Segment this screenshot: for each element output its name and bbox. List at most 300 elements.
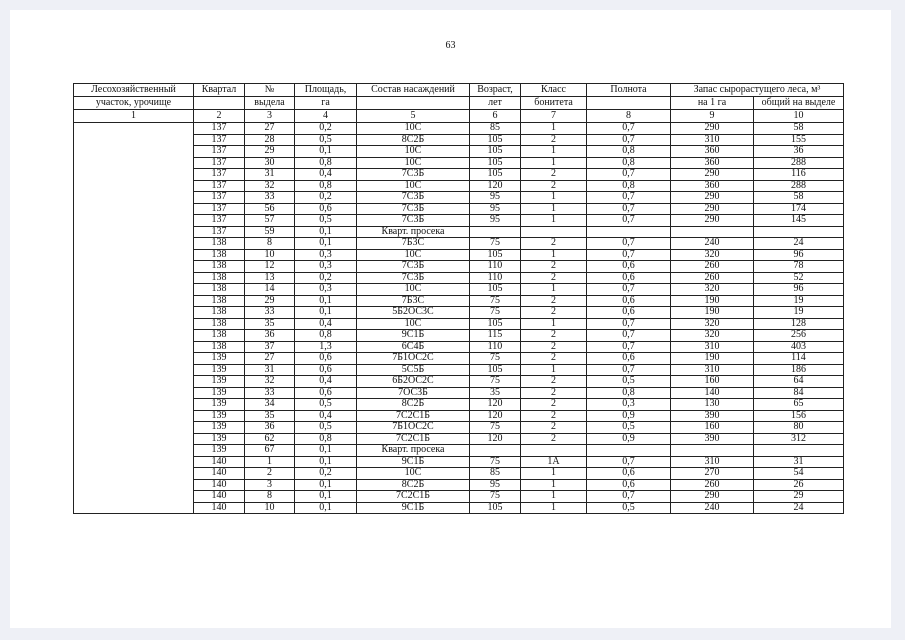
cell-forestry-section	[74, 146, 194, 158]
cell-quarter: 137	[194, 157, 245, 169]
cell-quarter: 138	[194, 295, 245, 307]
cell-area: 0,6	[295, 203, 357, 215]
cell-site-class: 1	[521, 468, 587, 480]
cell-age: 95	[470, 215, 521, 227]
cell-composition: 7С3Б	[357, 272, 470, 284]
cell-site-class: 2	[521, 399, 587, 411]
cell-density: 0,7	[587, 456, 671, 468]
cell-composition: 10С	[357, 123, 470, 135]
table-row	[74, 364, 844, 376]
cell-quarter: 139	[194, 387, 245, 399]
cell-density: 0,7	[587, 238, 671, 250]
cell-stock-per-ha: 390	[671, 433, 754, 445]
cell-site-class: 2	[521, 180, 587, 192]
table-row	[74, 157, 844, 169]
cell-density: 0,7	[587, 330, 671, 342]
cell-stock-per-ha: 290	[671, 123, 754, 135]
cell-composition: 10С	[357, 146, 470, 158]
cell-age: 85	[470, 123, 521, 135]
cell-area: 0,8	[295, 433, 357, 445]
table-row	[74, 376, 844, 388]
table-row	[74, 261, 844, 273]
cell-plot-number: 10	[245, 502, 295, 514]
cell-quarter: 140	[194, 502, 245, 514]
cell-site-class: 2	[521, 387, 587, 399]
cell-plot-number: 30	[245, 157, 295, 169]
cell-quarter: 140	[194, 468, 245, 480]
cell-stock-per-ha: 190	[671, 295, 754, 307]
cell-stock-per-ha: 310	[671, 456, 754, 468]
cell-area: 0,1	[295, 238, 357, 250]
cell-composition: 7С2С1Б	[357, 433, 470, 445]
cell-age: 120	[470, 180, 521, 192]
cell-stock-per-ha: 130	[671, 399, 754, 411]
cell-quarter: 139	[194, 353, 245, 365]
header-forestry-section-sub: участок, урочище	[74, 97, 194, 110]
cell-site-class: 2	[521, 238, 587, 250]
table-row	[74, 422, 844, 434]
cell-area: 0,4	[295, 410, 357, 422]
column-number: 2	[194, 110, 245, 123]
cell-stock-per-ha: 310	[671, 341, 754, 353]
cell-quarter: 137	[194, 146, 245, 158]
cell-site-class: 1	[521, 146, 587, 158]
cell-site-class: 2	[521, 433, 587, 445]
header-age: Возраст,	[470, 84, 521, 97]
cell-plot-number: 14	[245, 284, 295, 296]
cell-site-class: 1	[521, 157, 587, 169]
cell-density: 0,8	[587, 180, 671, 192]
cell-stock-total: 96	[754, 284, 844, 296]
cell-plot-number: 67	[245, 445, 295, 457]
cell-stock-total: 288	[754, 157, 844, 169]
header-density: Полнота	[587, 84, 671, 97]
cell-stock-total: 52	[754, 272, 844, 284]
table-row	[74, 123, 844, 135]
column-number: 3	[245, 110, 295, 123]
cell-area: 0,6	[295, 387, 357, 399]
cell-area: 0,8	[295, 330, 357, 342]
cell-forestry-section	[74, 134, 194, 146]
cell-density: 0,7	[587, 192, 671, 204]
cell-site-class: 1	[521, 364, 587, 376]
cell-stock-total: 58	[754, 192, 844, 204]
cell-forestry-section	[74, 180, 194, 192]
cell-composition: 7Б3С	[357, 238, 470, 250]
cell-stock-total: 114	[754, 353, 844, 365]
cell-plot-number: 56	[245, 203, 295, 215]
cell-plot-number: 29	[245, 146, 295, 158]
cell-area: 0,2	[295, 123, 357, 135]
cell-density: 0,7	[587, 491, 671, 503]
cell-forestry-section	[74, 295, 194, 307]
cell-stock-per-ha: 360	[671, 157, 754, 169]
cell-stock-total: 156	[754, 410, 844, 422]
cell-site-class: 2	[521, 169, 587, 181]
cell-site-class: 2	[521, 307, 587, 319]
cell-stock-per-ha: 290	[671, 203, 754, 215]
cell-forestry-section	[74, 157, 194, 169]
cell-area: 0,1	[295, 479, 357, 491]
cell-composition: 7С3Б	[357, 215, 470, 227]
header-forestry-section: Лесохозяйственный	[74, 84, 194, 97]
column-number: 1	[74, 110, 194, 123]
cell-quarter: 139	[194, 422, 245, 434]
cell-age: 105	[470, 169, 521, 181]
cell-stock-total: 31	[754, 456, 844, 468]
cell-density: 0,8	[587, 157, 671, 169]
cell-density: 0,6	[587, 261, 671, 273]
cell-quarter: 139	[194, 364, 245, 376]
cell-density: 0,7	[587, 123, 671, 135]
cell-area: 0,1	[295, 307, 357, 319]
cell-density: 0,7	[587, 364, 671, 376]
cell-plot-number: 8	[245, 238, 295, 250]
cell-composition: 7С3Б	[357, 203, 470, 215]
cell-composition: 10С	[357, 157, 470, 169]
table-row	[74, 468, 844, 480]
table-header	[74, 84, 844, 123]
cell-density: 0,3	[587, 399, 671, 411]
cell-composition: 9С1Б	[357, 456, 470, 468]
cell-composition: 9С1Б	[357, 502, 470, 514]
header-area-sub: га	[295, 97, 357, 110]
forest-inventory-table	[73, 83, 844, 514]
cell-plot-number: 33	[245, 192, 295, 204]
header-stock-per-ha: на 1 га	[671, 97, 754, 110]
cell-stock-total: 312	[754, 433, 844, 445]
cell-area: 1,3	[295, 341, 357, 353]
page-number: 63	[445, 40, 456, 51]
table-row	[74, 203, 844, 215]
cell-density: 0,9	[587, 410, 671, 422]
cell-quarter: 140	[194, 479, 245, 491]
header-stock-total: общий на выделе	[754, 97, 844, 110]
cell-plot-number: 62	[245, 433, 295, 445]
cell-area: 0,3	[295, 261, 357, 273]
cell-plot-number: 59	[245, 226, 295, 238]
table-row	[74, 180, 844, 192]
table-row	[74, 502, 844, 514]
cell-quarter: 138	[194, 249, 245, 261]
column-number: 7	[521, 110, 587, 123]
header-age-sub: лет	[470, 97, 521, 110]
table-row	[74, 445, 844, 457]
table-row	[74, 353, 844, 365]
cell-quarter: 139	[194, 410, 245, 422]
cell-forestry-section	[74, 284, 194, 296]
cell-density: 0,6	[587, 353, 671, 365]
cell-quarter: 139	[194, 433, 245, 445]
cell-site-class: 2	[521, 295, 587, 307]
cell-age: 105	[470, 318, 521, 330]
cell-plot-number: 2	[245, 468, 295, 480]
table-row	[74, 491, 844, 503]
cell-age: 105	[470, 134, 521, 146]
cell-site-class: 1	[521, 192, 587, 204]
cell-stock-per-ha: 260	[671, 261, 754, 273]
cell-age: 75	[470, 238, 521, 250]
cell-composition: Кварт. просека	[357, 226, 470, 238]
cell-quarter: 139	[194, 399, 245, 411]
table-row	[74, 146, 844, 158]
header-row-2	[74, 97, 844, 110]
cell-plot-number: 35	[245, 318, 295, 330]
column-number: 10	[754, 110, 844, 123]
cell-age: 75	[470, 353, 521, 365]
cell-stock-total: 24	[754, 502, 844, 514]
cell-age: 35	[470, 387, 521, 399]
cell-stock-per-ha: 290	[671, 169, 754, 181]
header-growing-stock: Запас сырорастущего леса, м³	[671, 84, 844, 97]
cell-composition: 10С	[357, 318, 470, 330]
cell-stock-total: 19	[754, 295, 844, 307]
cell-plot-number: 31	[245, 169, 295, 181]
table-row	[74, 318, 844, 330]
cell-stock-per-ha: 290	[671, 192, 754, 204]
header-row-1	[74, 84, 844, 97]
cell-quarter: 137	[194, 203, 245, 215]
cell-forestry-section	[74, 226, 194, 238]
cell-plot-number: 8	[245, 491, 295, 503]
cell-area: 0,1	[295, 456, 357, 468]
cell-forestry-section	[74, 272, 194, 284]
cell-stock-total: 54	[754, 468, 844, 480]
cell-stock-total	[754, 445, 844, 457]
cell-forestry-section	[74, 353, 194, 365]
cell-site-class: 2	[521, 272, 587, 284]
cell-forestry-section	[74, 330, 194, 342]
cell-stock-per-ha: 260	[671, 272, 754, 284]
cell-site-class: 2	[521, 261, 587, 273]
cell-density	[587, 226, 671, 238]
cell-density: 0,5	[587, 422, 671, 434]
cell-plot-number: 28	[245, 134, 295, 146]
header-plot-number: №	[245, 84, 295, 97]
cell-quarter: 138	[194, 272, 245, 284]
cell-plot-number: 3	[245, 479, 295, 491]
cell-forestry-section	[74, 318, 194, 330]
cell-site-class: 1	[521, 284, 587, 296]
cell-stock-total	[754, 226, 844, 238]
cell-age: 85	[470, 468, 521, 480]
cell-area: 0,2	[295, 272, 357, 284]
cell-stock-per-ha: 320	[671, 330, 754, 342]
cell-forestry-section	[74, 399, 194, 411]
table-row	[74, 272, 844, 284]
cell-plot-number: 13	[245, 272, 295, 284]
cell-stock-per-ha: 240	[671, 502, 754, 514]
cell-forestry-section	[74, 410, 194, 422]
cell-age	[470, 445, 521, 457]
cell-quarter: 138	[194, 330, 245, 342]
cell-stock-total: 58	[754, 123, 844, 135]
cell-composition: 8С2Б	[357, 399, 470, 411]
cell-quarter: 137	[194, 169, 245, 181]
cell-forestry-section	[74, 456, 194, 468]
header-column-numbers	[74, 110, 844, 123]
table-row	[74, 238, 844, 250]
cell-area: 0,8	[295, 157, 357, 169]
cell-density: 0,6	[587, 272, 671, 284]
cell-plot-number: 36	[245, 330, 295, 342]
cell-age: 105	[470, 146, 521, 158]
cell-area: 0,2	[295, 192, 357, 204]
cell-composition: 10С	[357, 468, 470, 480]
cell-area: 0,1	[295, 226, 357, 238]
table-row	[74, 410, 844, 422]
cell-stock-per-ha: 140	[671, 387, 754, 399]
cell-age: 75	[470, 456, 521, 468]
cell-stock-total: 96	[754, 249, 844, 261]
cell-density: 0,7	[587, 203, 671, 215]
cell-stock-per-ha: 360	[671, 180, 754, 192]
cell-forestry-section	[74, 479, 194, 491]
cell-stock-per-ha: 270	[671, 468, 754, 480]
cell-density: 0,7	[587, 169, 671, 181]
cell-forestry-section	[74, 123, 194, 135]
cell-area: 0,1	[295, 295, 357, 307]
cell-forestry-section	[74, 249, 194, 261]
cell-composition: 9С1Б	[357, 330, 470, 342]
cell-area: 0,5	[295, 422, 357, 434]
cell-composition: 10С	[357, 249, 470, 261]
cell-quarter: 138	[194, 307, 245, 319]
cell-quarter: 140	[194, 491, 245, 503]
cell-forestry-section	[74, 502, 194, 514]
cell-age: 105	[470, 157, 521, 169]
cell-area: 0,6	[295, 353, 357, 365]
cell-plot-number: 33	[245, 307, 295, 319]
cell-stock-total: 116	[754, 169, 844, 181]
cell-composition: Кварт. просека	[357, 445, 470, 457]
cell-stock-total: 29	[754, 491, 844, 503]
cell-composition: 10С	[357, 180, 470, 192]
cell-site-class: 1	[521, 318, 587, 330]
cell-stock-total: 128	[754, 318, 844, 330]
cell-density: 0,6	[587, 479, 671, 491]
cell-site-class: 1	[521, 502, 587, 514]
cell-quarter: 137	[194, 180, 245, 192]
cell-age: 95	[470, 192, 521, 204]
cell-forestry-section	[74, 192, 194, 204]
table-row	[74, 134, 844, 146]
cell-site-class: 1	[521, 203, 587, 215]
cell-quarter: 138	[194, 261, 245, 273]
table-row	[74, 341, 844, 353]
cell-site-class: 1	[521, 479, 587, 491]
cell-site-class: 2	[521, 134, 587, 146]
cell-area: 0,1	[295, 445, 357, 457]
cell-age: 120	[470, 410, 521, 422]
cell-density: 0,8	[587, 387, 671, 399]
cell-area: 0,3	[295, 249, 357, 261]
cell-age: 75	[470, 376, 521, 388]
cell-stock-per-ha: 260	[671, 479, 754, 491]
cell-plot-number: 32	[245, 180, 295, 192]
cell-age: 120	[470, 433, 521, 445]
cell-age: 105	[470, 502, 521, 514]
cell-site-class: 2	[521, 341, 587, 353]
cell-composition: 7Б1ОС2С	[357, 422, 470, 434]
cell-site-class: 1	[521, 123, 587, 135]
cell-plot-number: 35	[245, 410, 295, 422]
cell-composition: 5Б2ОС3С	[357, 307, 470, 319]
cell-forestry-section	[74, 433, 194, 445]
column-number: 5	[357, 110, 470, 123]
cell-density: 0,9	[587, 433, 671, 445]
cell-quarter: 138	[194, 318, 245, 330]
cell-forestry-section	[74, 169, 194, 181]
cell-plot-number: 27	[245, 353, 295, 365]
cell-composition: 7С3Б	[357, 169, 470, 181]
cell-plot-number: 57	[245, 215, 295, 227]
cell-plot-number: 36	[245, 422, 295, 434]
cell-stock-total: 256	[754, 330, 844, 342]
cell-stock-per-ha: 320	[671, 249, 754, 261]
cell-stock-per-ha: 290	[671, 215, 754, 227]
cell-stock-per-ha: 290	[671, 491, 754, 503]
cell-stock-per-ha	[671, 445, 754, 457]
cell-forestry-section	[74, 261, 194, 273]
cell-site-class	[521, 226, 587, 238]
cell-quarter: 137	[194, 192, 245, 204]
cell-density: 0,6	[587, 468, 671, 480]
cell-site-class: 1	[521, 491, 587, 503]
cell-stock-total: 145	[754, 215, 844, 227]
header-plot-number-sub: выдела	[245, 97, 295, 110]
header-quarter-sub	[194, 97, 245, 110]
header-density-sub	[587, 97, 671, 110]
cell-area: 0,4	[295, 169, 357, 181]
cell-age: 115	[470, 330, 521, 342]
cell-stock-total: 288	[754, 180, 844, 192]
header-site-class: Класс	[521, 84, 587, 97]
header-site-class-sub: бонитета	[521, 97, 587, 110]
header-composition-sub	[357, 97, 470, 110]
cell-site-class: 1	[521, 249, 587, 261]
cell-stock-per-ha: 390	[671, 410, 754, 422]
cell-composition: 7ОС3Б	[357, 387, 470, 399]
cell-stock-per-ha: 360	[671, 146, 754, 158]
table-body	[74, 123, 844, 514]
column-number: 9	[671, 110, 754, 123]
cell-age: 75	[470, 491, 521, 503]
cell-site-class	[521, 445, 587, 457]
cell-quarter: 139	[194, 376, 245, 388]
table-row	[74, 215, 844, 227]
cell-area: 0,4	[295, 376, 357, 388]
cell-age: 95	[470, 479, 521, 491]
cell-composition: 7Б3С	[357, 295, 470, 307]
cell-stock-total: 26	[754, 479, 844, 491]
cell-quarter: 137	[194, 215, 245, 227]
cell-plot-number: 33	[245, 387, 295, 399]
cell-age: 75	[470, 307, 521, 319]
cell-quarter: 137	[194, 226, 245, 238]
cell-density	[587, 445, 671, 457]
cell-composition: 6С4Б	[357, 341, 470, 353]
cell-area: 0,5	[295, 134, 357, 146]
cell-site-class: 1	[521, 215, 587, 227]
cell-density: 0,8	[587, 146, 671, 158]
cell-plot-number: 1	[245, 456, 295, 468]
cell-density: 0,7	[587, 341, 671, 353]
cell-density: 0,6	[587, 307, 671, 319]
cell-quarter: 140	[194, 456, 245, 468]
cell-density: 0,5	[587, 502, 671, 514]
table-row	[74, 456, 844, 468]
